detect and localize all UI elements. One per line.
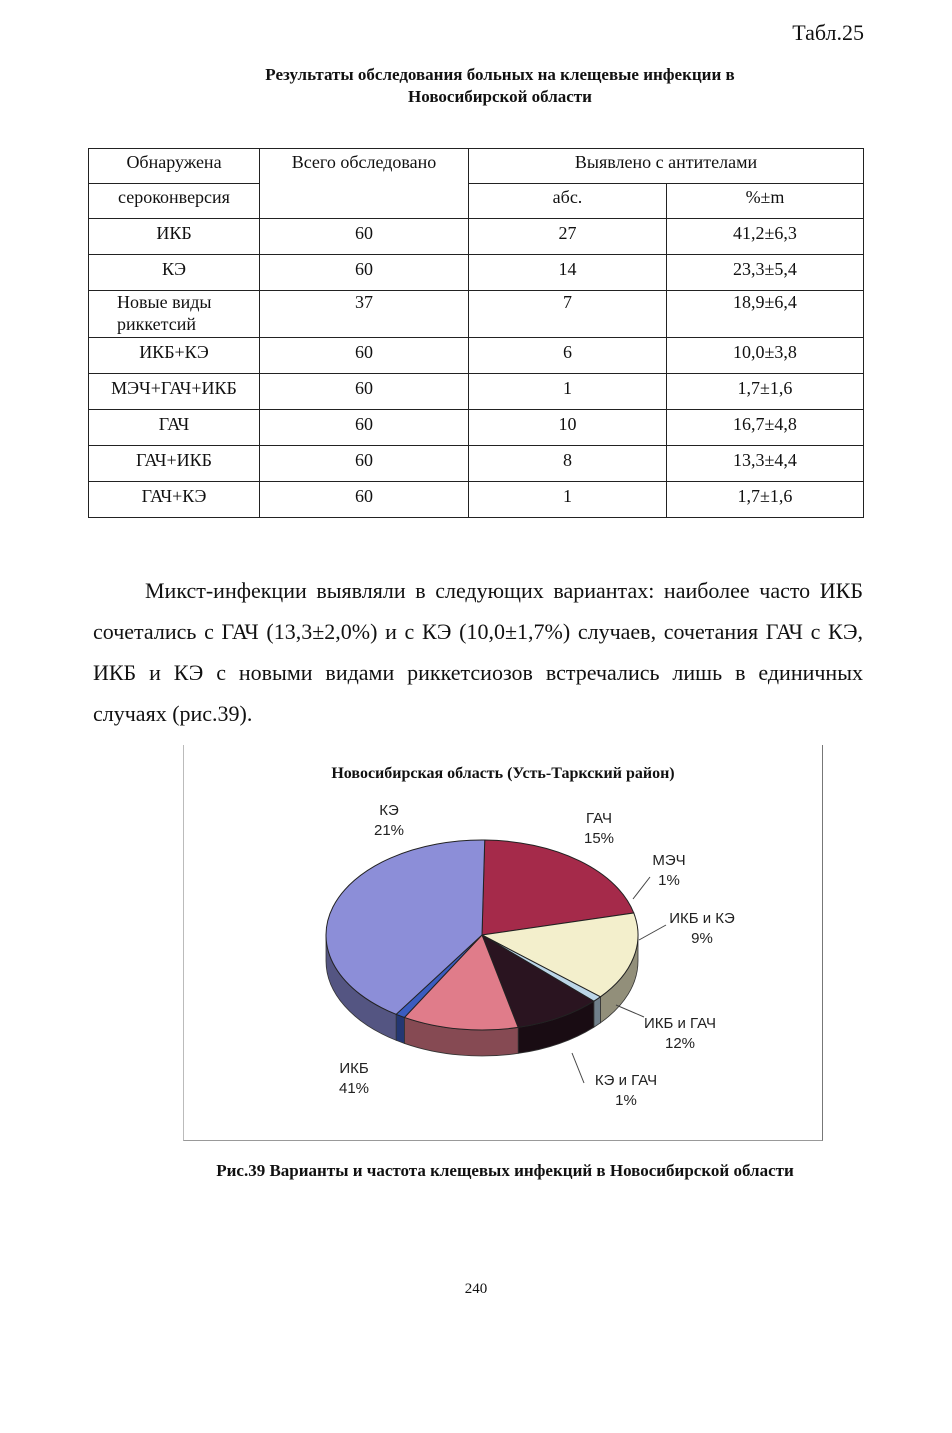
total-cell: 60	[260, 482, 469, 518]
infection-name-cell: ИКБ	[89, 219, 260, 255]
pct-cell: 18,9±6,4	[667, 291, 864, 338]
infection-name-cell: МЭЧ+ГАЧ+ИКБ	[89, 374, 260, 410]
table-header-row	[89, 149, 864, 184]
pie-leader-line	[572, 1053, 584, 1083]
pie-leader-line	[616, 1005, 644, 1017]
total-cell: 60	[260, 374, 469, 410]
header-detected-cell: Обнаружена	[89, 149, 260, 184]
total-cell: 60	[260, 446, 469, 482]
pie-slice-label: ГАЧ	[586, 810, 612, 827]
pie-slice-value-label: 15%	[583, 830, 615, 847]
header-seroconversion-cell: сероконверсия	[89, 184, 260, 219]
pct-cell: 16,7±4,8	[667, 410, 864, 446]
pie-leader-line	[639, 925, 666, 940]
total-cell: 60	[260, 255, 469, 291]
table-title-line-2: Новосибирской области	[408, 87, 592, 106]
chart-title: Новосибирская область (Усть-Таркский район)	[331, 765, 675, 782]
pie-slice-value-label: 1%	[615, 1092, 637, 1109]
header-abs-cell: абс.	[469, 184, 667, 219]
table-row	[89, 446, 864, 482]
pie-slice-value-label: 12%	[664, 1035, 696, 1052]
header-total-cell: Всего обследовано	[260, 149, 469, 219]
pie-slice-label: КЭ	[379, 802, 399, 819]
pie-slice-value-label: 1%	[658, 872, 680, 889]
abs-cell: 8	[469, 446, 667, 482]
table-number: Табл.25	[792, 20, 864, 45]
abs-cell: 1	[469, 482, 667, 518]
figure-caption: Рис.39 Варианты и частота клещевых инфекций в Новосибирской области	[216, 1161, 794, 1180]
pie-slice-value-label: 21%	[373, 822, 405, 839]
pie-side-КЭ и ГАЧ	[396, 1014, 404, 1043]
infection-name-cell: Новые виды риккетсий	[89, 291, 260, 338]
infection-name-cell: ГАЧ+ИКБ	[89, 446, 260, 482]
results-table	[88, 148, 864, 518]
total-cell: 37	[260, 291, 469, 338]
pct-cell: 41,2±6,3	[667, 219, 864, 255]
pie-slice-label: МЭЧ	[652, 852, 686, 869]
table-row	[89, 482, 864, 518]
header-pct-cell: %±m	[667, 184, 864, 219]
pie-slice-value-label: 41%	[338, 1080, 370, 1097]
abs-cell: 6	[469, 338, 667, 374]
abs-cell: 10	[469, 410, 667, 446]
pie-leader-line	[633, 877, 650, 899]
total-cell: 60	[260, 410, 469, 446]
infection-name-cell: КЭ	[89, 255, 260, 291]
table-title	[150, 64, 850, 108]
pct-cell: 13,3±4,4	[667, 446, 864, 482]
infection-name-cell: ГАЧ	[89, 410, 260, 446]
total-cell: 60	[260, 338, 469, 374]
abs-cell: 27	[469, 219, 667, 255]
header-antibodies-cell: Выявлено с антителами	[469, 149, 864, 184]
infection-name-cell: ИКБ+КЭ	[89, 338, 260, 374]
pie-chart	[184, 745, 822, 1140]
total-cell: 60	[260, 219, 469, 255]
table-row	[89, 410, 864, 446]
abs-cell: 7	[469, 291, 667, 338]
pie-slice-label: ИКБ и КЭ	[669, 910, 735, 927]
page-number: 240	[464, 1281, 488, 1297]
pie-chart-figure	[183, 745, 823, 1141]
pie-slice-label: ИКБ и ГАЧ	[643, 1015, 717, 1032]
table-row	[89, 291, 864, 338]
table-subheader-row	[89, 184, 864, 219]
table-row	[89, 219, 864, 255]
pie-side-МЭЧ	[594, 997, 601, 1027]
infection-name-cell: ГАЧ+КЭ	[89, 482, 260, 518]
pie-slice-label: ИКБ	[339, 1060, 369, 1077]
pct-cell: 1,7±1,6	[667, 482, 864, 518]
abs-cell: 1	[469, 374, 667, 410]
table-row	[89, 255, 864, 291]
pie-slice-value-label: 9%	[691, 930, 713, 947]
body-paragraph: Микст-инфекции выявляли в следующих вариантах: наиболее часто ИКБ сочетались с ГАЧ (13,3±2,0%) и с КЭ (10,0±1,7%) случаев, сочетания ГАЧ с КЭ, ИКБ и КЭ с новыми видами риккетсиозов встречались лишь в единичных случаях (рис.39).	[93, 578, 863, 726]
pie-slice-label: КЭ и ГАЧ	[594, 1072, 658, 1089]
pct-cell: 1,7±1,6	[667, 374, 864, 410]
pct-cell: 10,0±3,8	[667, 338, 864, 374]
abs-cell: 14	[469, 255, 667, 291]
table-title-line-1: Результаты обследования больных на клещевые инфекции в	[265, 65, 735, 84]
table-row	[89, 374, 864, 410]
table-row	[89, 338, 864, 374]
pct-cell: 23,3±5,4	[667, 255, 864, 291]
